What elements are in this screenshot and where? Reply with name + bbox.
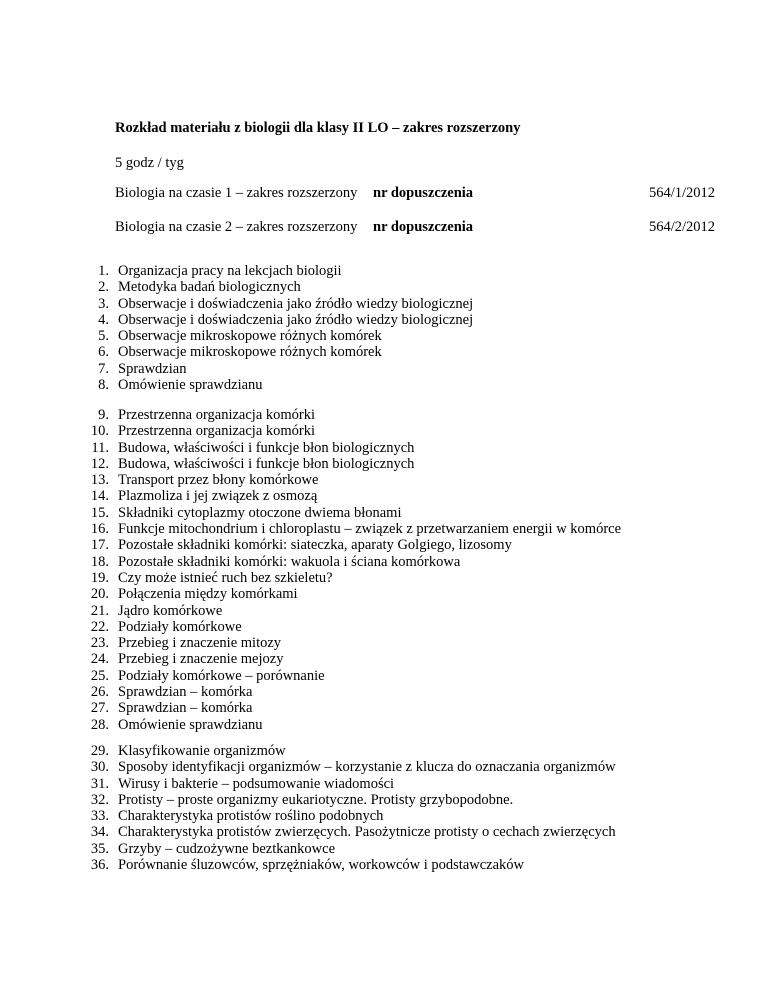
topic-text: Sposoby identyfikacji organizmów – korzystanie z klucza do oznaczania organizmów bbox=[118, 759, 616, 776]
topic-number: 30. bbox=[90, 759, 109, 776]
topic-number: 13. bbox=[90, 472, 109, 489]
topic-text: Pozostałe składniki komórki: siateczka, aparaty Golgiego, lizosomy bbox=[118, 537, 512, 554]
topic-number: 28. bbox=[90, 716, 109, 733]
topic-number: 22. bbox=[90, 618, 109, 635]
topic-number: 34. bbox=[90, 824, 109, 841]
topic-text: Obserwacje mikroskopowe różnych komórek bbox=[118, 328, 382, 345]
topic-text: Podziały komórkowe – porównanie bbox=[118, 667, 325, 684]
topic-number: 15. bbox=[90, 504, 109, 521]
topic-number: 31. bbox=[90, 775, 109, 792]
topic-number: 6. bbox=[98, 344, 109, 361]
topic-number: 24. bbox=[90, 651, 109, 668]
document-title: Rozkład materiału z biologii dla klasy II LO – zakres rozszerzony bbox=[115, 120, 521, 136]
topic-number: 16. bbox=[90, 521, 109, 538]
topic-number: 17. bbox=[90, 537, 109, 554]
textbook-name: Biologia na czasie 2 – zakres rozszerzony bbox=[115, 219, 358, 235]
topic-text: Przebieg i znaczenie mejozy bbox=[118, 651, 284, 668]
approval-label: nr dopuszczenia bbox=[373, 219, 474, 235]
topic-text: Funkcje mitochondrium i chloroplastu – związek z przetwarzaniem energii w komórce bbox=[118, 521, 622, 538]
topic-number: 10. bbox=[90, 423, 109, 440]
topic-number: 7. bbox=[98, 360, 109, 377]
topic-text: Obserwacje mikroskopowe różnych komórek bbox=[118, 344, 382, 361]
topic-number: 33. bbox=[90, 808, 109, 825]
hours-per-week: 5 godz / tyg bbox=[115, 155, 184, 171]
textbook-row bbox=[115, 185, 715, 203]
topic-text: Omówienie sprawdzianu bbox=[118, 377, 263, 394]
topic-text: Połączenia między komórkami bbox=[118, 586, 298, 603]
topic-number: 18. bbox=[90, 553, 109, 570]
textbook-name: Biologia na czasie 1 – zakres rozszerzony bbox=[115, 185, 358, 201]
topic-text: Obserwacje i doświadczenia jako źródło wiedzy biologicznej bbox=[118, 311, 474, 328]
topic-text: Klasyfikowanie organizmów bbox=[118, 743, 286, 759]
topic-text: Omówienie sprawdzianu bbox=[118, 716, 263, 733]
topic-text: Sprawdzian – komórka bbox=[118, 684, 253, 701]
topic-text: Charakterystyka protistów zwierzęcych. Pasożytnicze protisty o cechach zwierzęcych bbox=[118, 824, 616, 841]
topic-text: Grzyby – cudzożywne beztkankowce bbox=[118, 840, 336, 857]
topic-number: 32. bbox=[90, 791, 109, 808]
topic-text: Pozostałe składniki komórki: wakuola i ściana komórkowa bbox=[118, 553, 461, 570]
topic-number: 29. bbox=[90, 743, 109, 759]
topic-number: 14. bbox=[90, 488, 109, 505]
topic-text: Budowa, właściwości i funkcje błon biologicznych bbox=[118, 439, 415, 456]
topic-text: Wirusy i bakterie – podsumowanie wiadomości bbox=[118, 775, 395, 792]
topic-text: Protisty – proste organizmy eukariotyczne. Protisty grzybopodobne. bbox=[118, 791, 514, 808]
topic-text: Sprawdzian – komórka bbox=[118, 700, 253, 717]
topic-number: 4. bbox=[98, 311, 109, 328]
topic-text: Składniki cytoplazmy otoczone dwiema błonami bbox=[118, 504, 402, 521]
topic-text: Jądro komórkowe bbox=[118, 602, 223, 619]
topic-number: 26. bbox=[90, 684, 109, 701]
topic-text: Sprawdzian bbox=[118, 360, 187, 377]
textbook-row bbox=[115, 219, 715, 237]
topic-number: 23. bbox=[90, 635, 109, 652]
topic-number: 19. bbox=[90, 569, 109, 586]
topic-number: 20. bbox=[90, 586, 109, 603]
topic-text: Metodyka badań biologicznych bbox=[118, 279, 301, 296]
topic-number: 5. bbox=[98, 328, 109, 345]
approval-label: nr dopuszczenia bbox=[373, 185, 474, 201]
topic-number: 12. bbox=[90, 455, 109, 472]
topic-number: 25. bbox=[90, 667, 109, 684]
topic-text: Czy może istnieć ruch bez szkieletu? bbox=[118, 569, 333, 586]
topic-text: Organizacja pracy na lekcjach biologii bbox=[118, 263, 342, 279]
topic-text: Plazmoliza i jej związek z osmozą bbox=[118, 488, 318, 505]
approval-number: 564/1/2012 bbox=[648, 185, 715, 201]
topic-text: Porównanie śluzowców, sprzężniaków, workowców i podstawczaków bbox=[118, 857, 525, 874]
topic-number: 21. bbox=[90, 602, 109, 619]
topic-text: Transport przez błony komórkowe bbox=[118, 472, 319, 489]
topic-text: Charakterystyka protistów roślino podobnych bbox=[118, 808, 384, 825]
topic-number: 27. bbox=[90, 700, 109, 717]
topic-text: Budowa, właściwości i funkcje błon biologicznych bbox=[118, 455, 415, 472]
topic-text: Obserwacje i doświadczenia jako źródło wiedzy biologicznej bbox=[118, 295, 474, 312]
topic-number: 9. bbox=[98, 407, 109, 423]
topic-number: 36. bbox=[90, 857, 109, 874]
approval-number: 564/2/2012 bbox=[648, 219, 715, 235]
topic-number: 11. bbox=[91, 439, 109, 456]
topic-text: Przestrzenna organizacja komórki bbox=[118, 423, 316, 440]
topic-text: Podziały komórkowe bbox=[118, 618, 242, 635]
topic-text: Przebieg i znaczenie mitozy bbox=[118, 635, 282, 652]
topic-number: 3. bbox=[98, 295, 109, 312]
topic-number: 1. bbox=[98, 263, 109, 279]
topic-number: 35. bbox=[90, 840, 109, 857]
topic-number: 8. bbox=[98, 377, 109, 394]
topic-text: Przestrzenna organizacja komórki bbox=[118, 407, 316, 423]
topic-number: 2. bbox=[98, 279, 109, 296]
